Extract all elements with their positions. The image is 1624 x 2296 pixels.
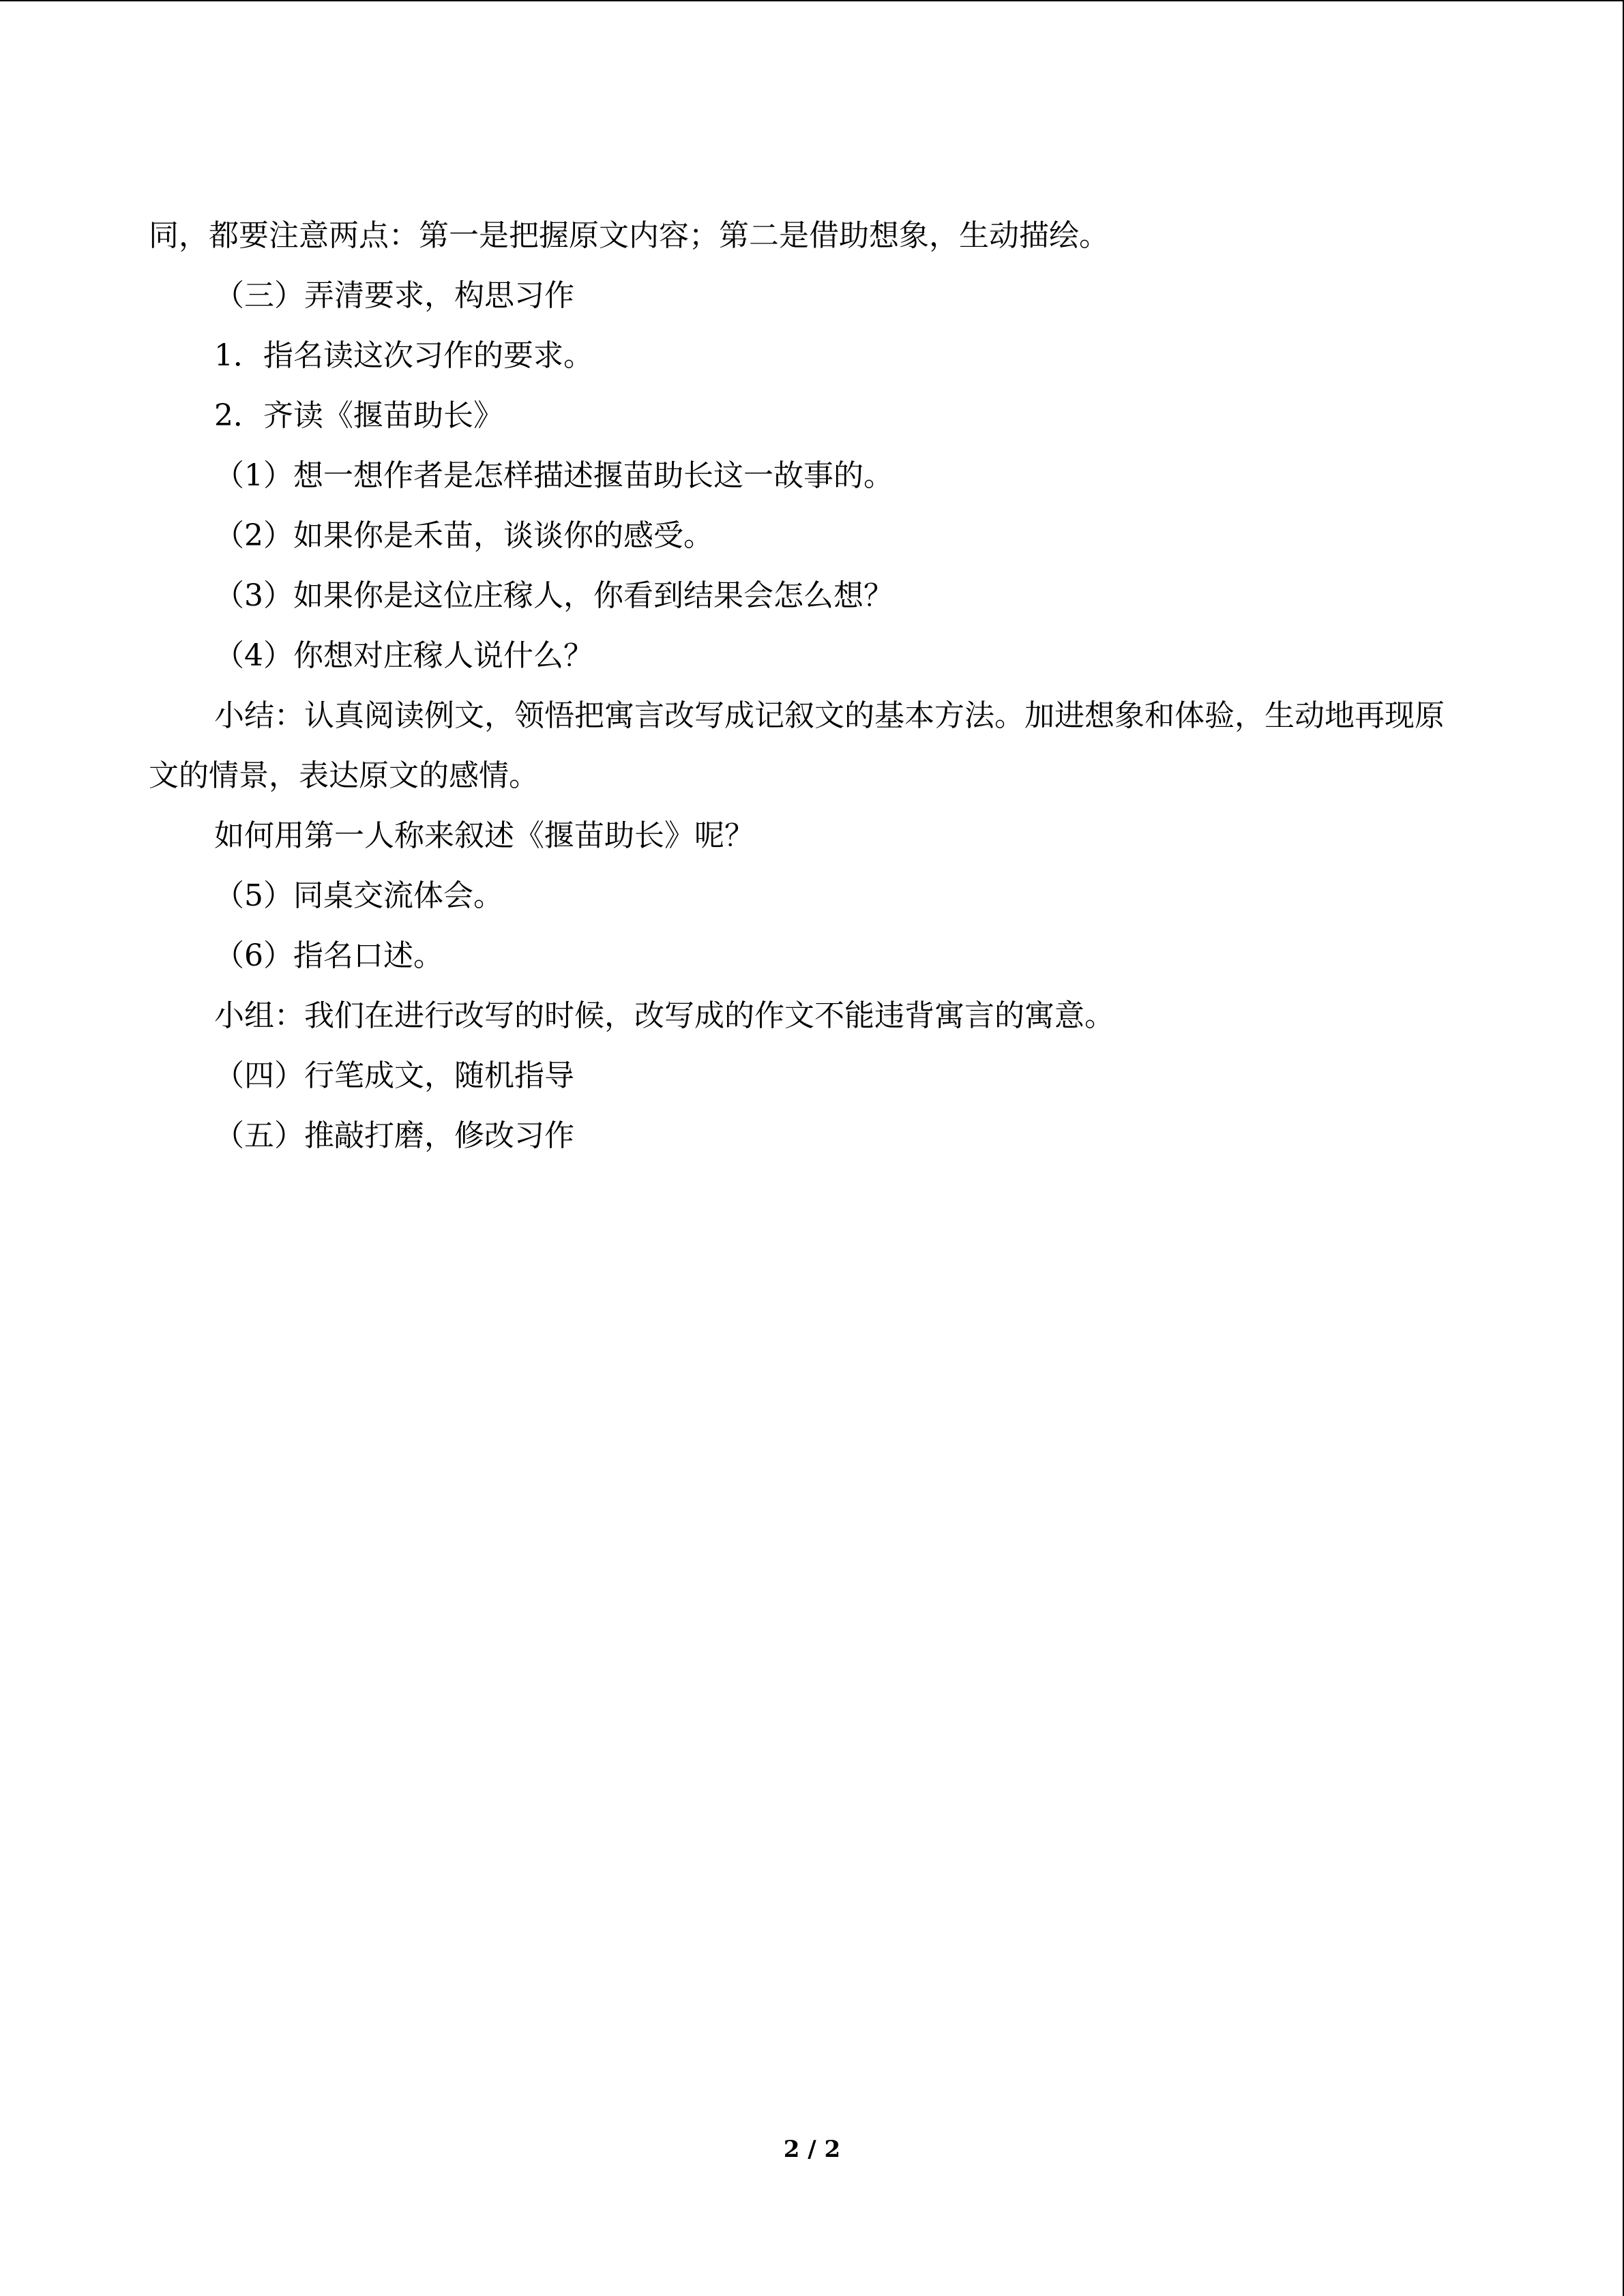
section-heading-4: （四）行笔成文，随机指导 xyxy=(214,1058,574,1093)
section-heading-5: （五）推敲打磨，修改习作 xyxy=(214,1118,574,1153)
sub-item-6: （6）指名口述。 xyxy=(214,938,443,973)
sub-item-4: （4）你想对庄稼人说什么？ xyxy=(214,638,593,673)
document-body xyxy=(149,206,1465,1166)
sub-item-2: （2）如果你是禾苗，谈谈你的感受。 xyxy=(214,518,713,553)
question-line: 如何用第一人称来叙述《揠苗助长》呢？ xyxy=(214,818,754,853)
list-item-2: 2．齐读《揠苗助长》 xyxy=(214,398,503,433)
summary-paragraph: 小结：认真阅读例文，领悟把寓言改写成记叙文的基本方法。加进想象和体验，生动地再现原文的情景，表达原文的感情。 xyxy=(149,698,1445,793)
group-note: 小组：我们在进行改写的时候，改写成的作文不能违背寓言的寓意。 xyxy=(214,998,1114,1033)
page-number: 2 / 2 xyxy=(783,2136,841,2163)
sub-item-3: （3）如果你是这位庄稼人，你看到结果会怎么想？ xyxy=(214,578,894,613)
list-item-1: 1．指名读这次习作的要求。 xyxy=(214,338,593,373)
paragraph-continuation: 同，都要注意两点：第一是把握原文内容；第二是借助想象，生动描绘。 xyxy=(149,218,1109,253)
sub-item-5: （5）同桌交流体会。 xyxy=(214,878,503,913)
section-heading-3: （三）弄清要求，构思习作 xyxy=(214,278,574,313)
sub-item-1: （1）想一想作者是怎样描述揠苗助长这一故事的。 xyxy=(214,458,894,493)
